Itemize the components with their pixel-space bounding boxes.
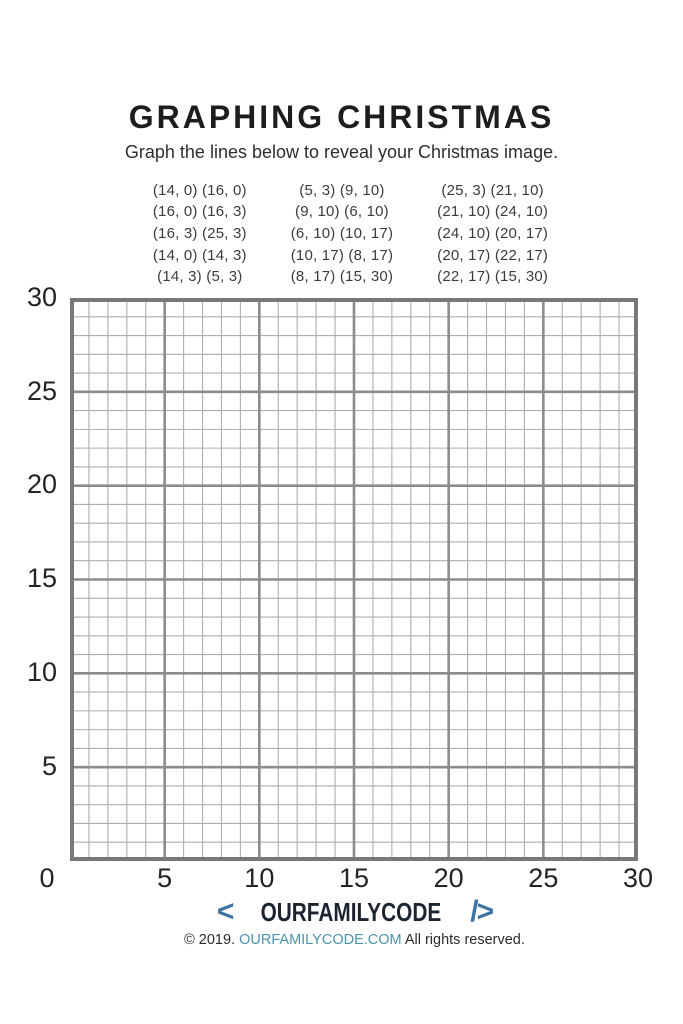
graph (26, 281, 654, 893)
copyright-prefix: © 2019. (184, 931, 240, 948)
coordinate-line: (8, 17) (15, 30) (290, 268, 394, 286)
coordinate-column-1 (153, 180, 247, 288)
y-axis-tick-label: 25 (26, 375, 57, 406)
logo-open-bracket-icon: < (216, 894, 233, 928)
origin-label: 0 (39, 862, 55, 893)
coordinate-line: (25, 3) (21, 10) (441, 181, 544, 199)
copyright-suffix: All rights reserved. (401, 931, 525, 948)
coordinate-line: (21, 10) (24, 10) (437, 203, 549, 221)
coordinate-line: (16, 0) (16, 3) (152, 203, 247, 221)
coordinates-list (0, 180, 683, 288)
coordinate-line: (20, 17) (22, 17) (437, 246, 549, 264)
x-axis-tick-label: 30 (622, 862, 654, 893)
copyright-line (26, 932, 683, 949)
y-axis-tick-label: 5 (41, 750, 57, 781)
logo-text: OURFAMILYCODE (260, 896, 442, 927)
page-subtitle: Graph the lines below to reveal your Christmas image. (124, 142, 559, 163)
coordinate-line: (22, 17) (15, 30) (437, 268, 549, 286)
y-axis-tick-label: 10 (26, 657, 57, 688)
graph-grid (70, 298, 638, 861)
logo-close-bracket-icon: /> (470, 894, 493, 928)
coordinate-line: (14, 0) (14, 3) (152, 246, 247, 264)
footer (0, 894, 683, 949)
coordinate-line: (16, 3) (25, 3) (152, 224, 247, 242)
x-axis-tick-label: 10 (244, 862, 275, 893)
x-axis-tick-label: 5 (157, 862, 173, 893)
x-axis-tick-label: 15 (338, 862, 370, 893)
brand-logo (26, 894, 683, 928)
coordinate-line: (14, 0) (16, 0) (152, 181, 247, 199)
coordinate-column-3 (437, 180, 548, 288)
y-axis-tick-label: 20 (26, 469, 57, 500)
coordinate-line: (10, 17) (8, 17) (290, 246, 394, 264)
coordinate-column-2 (291, 180, 393, 288)
coordinate-line: (14, 3) (5, 3) (157, 268, 243, 286)
coordinate-line: (6, 10) (10, 17) (290, 224, 394, 242)
y-axis-tick-label: 30 (26, 281, 57, 312)
coordinate-line: (24, 10) (20, 17) (437, 224, 549, 242)
x-axis-tick-label: 20 (433, 862, 464, 893)
copyright-link: OURFAMILYCODE.COM (239, 931, 402, 948)
coordinate-line: (9, 10) (6, 10) (295, 203, 389, 221)
x-axis-tick-label: 25 (528, 862, 559, 893)
page-title: GRAPHING CHRISTMAS (128, 99, 555, 135)
coordinate-line: (5, 3) (9, 10) (299, 181, 385, 199)
y-axis-tick-label: 15 (26, 563, 57, 594)
